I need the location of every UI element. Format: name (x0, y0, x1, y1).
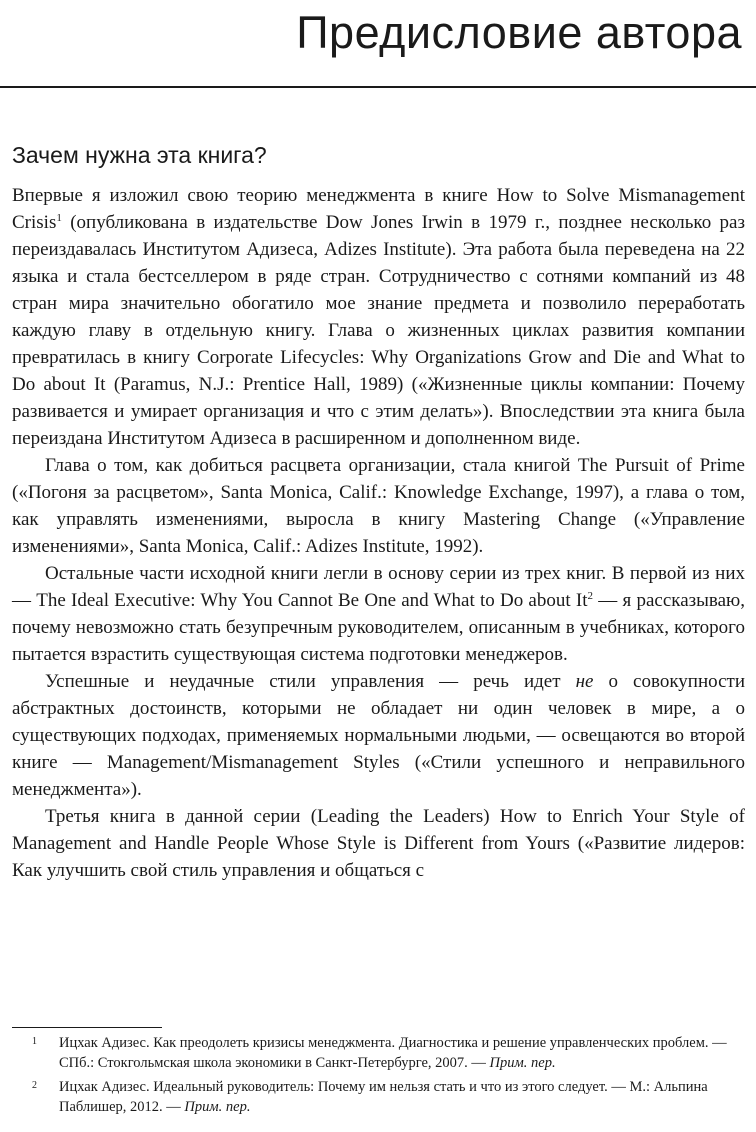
paragraph-3 (12, 560, 745, 668)
chapter-title: Предисловие автора (296, 7, 742, 58)
paragraph-text: Остальные части исходной книги легли в основу серии из трех книг. В первой из них — The Ideal Executive: Why You Cannot Be One and What to Do about It (12, 563, 745, 611)
footnote-note: Прим. пер. (184, 1099, 251, 1115)
header-rule (0, 86, 756, 88)
paragraph-text: Впервые я изложил свою теорию менеджмента в книге How to Solve Mismanagement Crisis (12, 185, 745, 233)
footnote-ref-2: 2 (587, 590, 593, 602)
body-text (12, 182, 745, 884)
footnotes (12, 1033, 745, 1121)
paragraph-text: Успешные и неудачные стили управления — речь идет (45, 671, 576, 692)
footnote-2 (12, 1077, 745, 1117)
section-heading: Зачем нужна эта книга? (12, 142, 267, 168)
footnote-text: Ицхак Адизес. Идеальный руководитель: Почему им нельзя стать и что из этого следует. — М.: Альпина Паблишер, 2012. — (59, 1079, 708, 1115)
footnote-1 (12, 1033, 745, 1073)
paragraph-2 (12, 452, 745, 560)
paragraph-text: Глава о том, как добиться расцвета организации, стала книгой The Pursuit of Prime («Погоня за расцветом», Santa Monica, Calif.: Knowledge Exchange, 1997), а глава о том, как управлять изменениями, выросла в книгу Mastering Change («Управление изменениями», Santa Monica, Calif.: Adizes Institute, 1992). (12, 455, 745, 557)
emphasis-text: не (575, 671, 594, 692)
footnote-rule (12, 1027, 162, 1028)
footnote-ref-1: 1 (56, 212, 62, 224)
paragraph-text: о совокупности абстрактных достоинств, которыми не обладает ни один человек в мире, а о существующих подходах, применяемых нормальными людьми, — освещаются во второй книге — Management/Mismanagement Styles («Стили успешного и неправильного менеджмента»). (12, 671, 746, 800)
footnote-number: 2 (32, 1080, 37, 1091)
paragraph-5 (12, 803, 745, 884)
footnote-number: 1 (32, 1036, 37, 1047)
footnote-note: Прим. пер. (489, 1055, 556, 1071)
paragraph-1 (12, 182, 745, 452)
paragraph-4 (12, 668, 745, 803)
paragraph-text: Третья книга в данной серии (Leading the Leaders) How to Enrich Your Style of Management and Handle People Whose Style is Different from Yours («Развитие лидеров: Как улучшить свой стиль управления и общаться с (12, 806, 745, 881)
paragraph-text: — я рассказываю, почему невозможно стать безупречным руководителем, описанным в учебниках, которого пытается взрастить существующая система подготовки менеджеров. (12, 590, 745, 665)
paragraph-text: (опубликована в издательстве Dow Jones Irwin в 1979 г., позднее несколько раз переиздавалась Институтом Адизеса, Adizes Institute). Эта работа была переведена на 22 языка и стала бестселлером в ряде стран. Сотрудничество с сотнями компаний из 48 стран мира значительно обогатило мое знание предмета и позволило переработать каждую главу в отдельную книгу. Глава о жизненных циклах развития компании превратилась в книгу Corporate Lifecycles: Why Organizations Grow and Die and What to Do about It (Paramus, N.J.: Prentice Hall, 1989) («Жизненные циклы компании: Почему развивается и умирает организация и что с этим делать»). Впоследствии эта книга была переиздана Институтом Адизеса в расширенном и дополненном виде. (12, 212, 745, 449)
footnote-text: Ицхак Адизес. Как преодолеть кризисы менеджмента. Диагностика и решение управленческих проблем. — СПб.: Стокгольмская школа экономики в Санкт-Петербурге, 2007. — (59, 1035, 727, 1071)
